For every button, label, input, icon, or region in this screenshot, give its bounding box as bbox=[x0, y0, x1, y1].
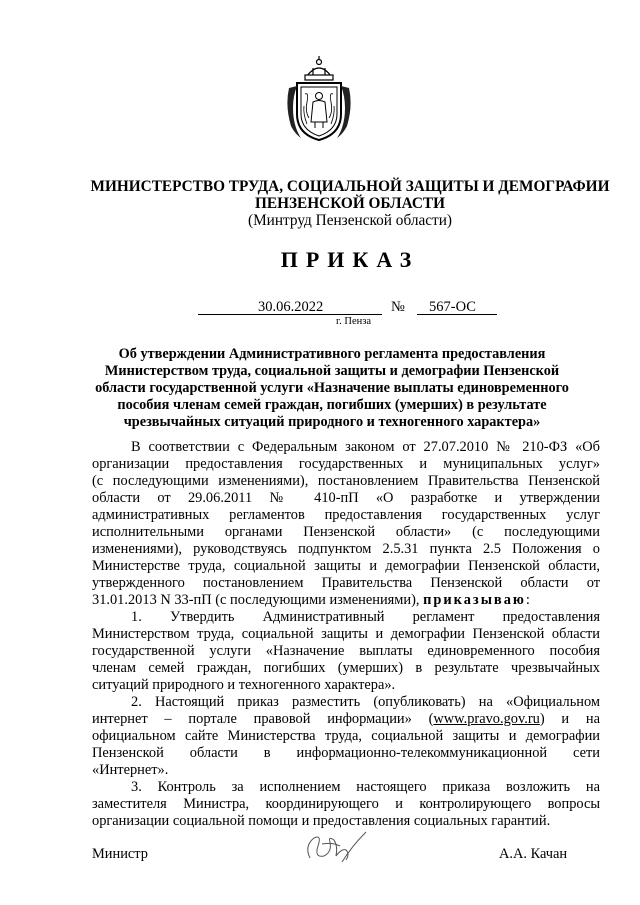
ministry-short-name: (Минтруд Пензенской области) bbox=[247, 212, 453, 229]
pravo-link[interactable]: www.pravo.gov.ru bbox=[433, 711, 540, 727]
ministry-name-line-1: МИНИСТЕРСТВО ТРУДА, СОЦИАЛЬНОЙ ЗАЩИТЫ И ДЕМОГРАФИИ bbox=[90, 178, 610, 195]
body-line: Пензенской области в информационно-телекоммуникационной сети bbox=[92, 745, 600, 761]
signatory-name: А.А. Качан bbox=[499, 846, 568, 862]
ministry-name-line-2: ПЕНЗЕНСКОЙ ОБЛАСТИ bbox=[254, 195, 446, 212]
body-line: государственной услуги «Назначение выплаты единовременного пособия bbox=[92, 643, 600, 659]
body-line: организации предоставления государственных и муниципальных услуг» bbox=[92, 456, 600, 472]
body-line: ситуаций природного и техногенного характера». bbox=[92, 677, 396, 693]
signatory-role: Министр bbox=[92, 846, 148, 862]
body-line: 1. Утвердить Административный регламент предоставления bbox=[131, 609, 600, 625]
body-line-with-link bbox=[92, 711, 600, 728]
body-line: исполнительными органами Пензенской области» (с последующими bbox=[92, 524, 600, 540]
body-line: организации социальной помощи и предоставления социальных гарантий. bbox=[92, 813, 551, 829]
title-line: пособия членам семей граждан, погибших (умерших) в результате bbox=[117, 397, 547, 413]
body-line: утвержденного постановлением Правительства Пензенской области от bbox=[92, 575, 600, 591]
body-line-with-order-word bbox=[92, 592, 600, 609]
title-line: Об утверждении Административного регламента предоставления bbox=[118, 346, 546, 362]
order-number: 567-ОС bbox=[429, 299, 476, 315]
body-line: В соответствии с Федеральным законом от 27.07.2010 № 210-ФЗ «Об bbox=[131, 439, 600, 455]
body-text: 31.01.2013 N 33-пП (с последующими изменениями), bbox=[92, 592, 424, 608]
handwritten-signature bbox=[302, 828, 372, 868]
body-line: изменениями), руководствуясь подпунктом 2.5.31 пункта 2.5 Положения о bbox=[92, 541, 600, 557]
body-line: административных регламентов предоставления государственных услуг bbox=[92, 507, 600, 523]
body-line: Министерством труда, социальной защиты и демографии Пензенской области bbox=[92, 626, 600, 642]
body-text: : bbox=[525, 592, 530, 608]
coat-of-arms-emblem bbox=[285, 56, 353, 142]
body-line: членам семей граждан, погибших (умерших) в результате чрезвычайных bbox=[92, 660, 600, 676]
body-line: 3. Контроль за исполнением настоящего приказа возложить на bbox=[131, 779, 600, 795]
title-line: чрезвычайных ситуаций природного и техногенного характера» bbox=[123, 414, 541, 430]
title-line: Министерством труда, социальной защиты и демографии Пензенской bbox=[104, 363, 560, 379]
body-line: 2. Настоящий приказ разместить (опубликовать) на «Официальном bbox=[131, 694, 600, 710]
document-type: ПРИКАЗ bbox=[280, 247, 420, 272]
body-line: «Интернет». bbox=[92, 762, 169, 778]
title-line: области государственной услуги «Назначение выплаты единовременного bbox=[95, 380, 569, 396]
body-line: (с последующими изменениями), постановлением Правительства Пензенской bbox=[92, 473, 600, 489]
body-line: официальном сайте Министерства труда, социальной защиты и демографии bbox=[92, 728, 600, 744]
body-line: Министерстве труда, социальной защиты и демографии Пензенской области, bbox=[92, 558, 600, 574]
city: г. Пенза bbox=[336, 316, 372, 327]
body-text: интернет – портале правовой информации» ( bbox=[92, 711, 434, 727]
body-line: заместителя Министра, координирующего и контролирующего вопросы bbox=[92, 796, 600, 812]
body-line: области от 29.06.2011 № 410-пП «О разработке и утверждении bbox=[92, 490, 600, 506]
order-date: 30.06.2022 bbox=[258, 299, 324, 315]
number-sign: № bbox=[391, 299, 405, 315]
order-title bbox=[82, 346, 582, 431]
order-word: приказываю bbox=[423, 592, 526, 608]
body-text: ) и на bbox=[539, 711, 600, 727]
